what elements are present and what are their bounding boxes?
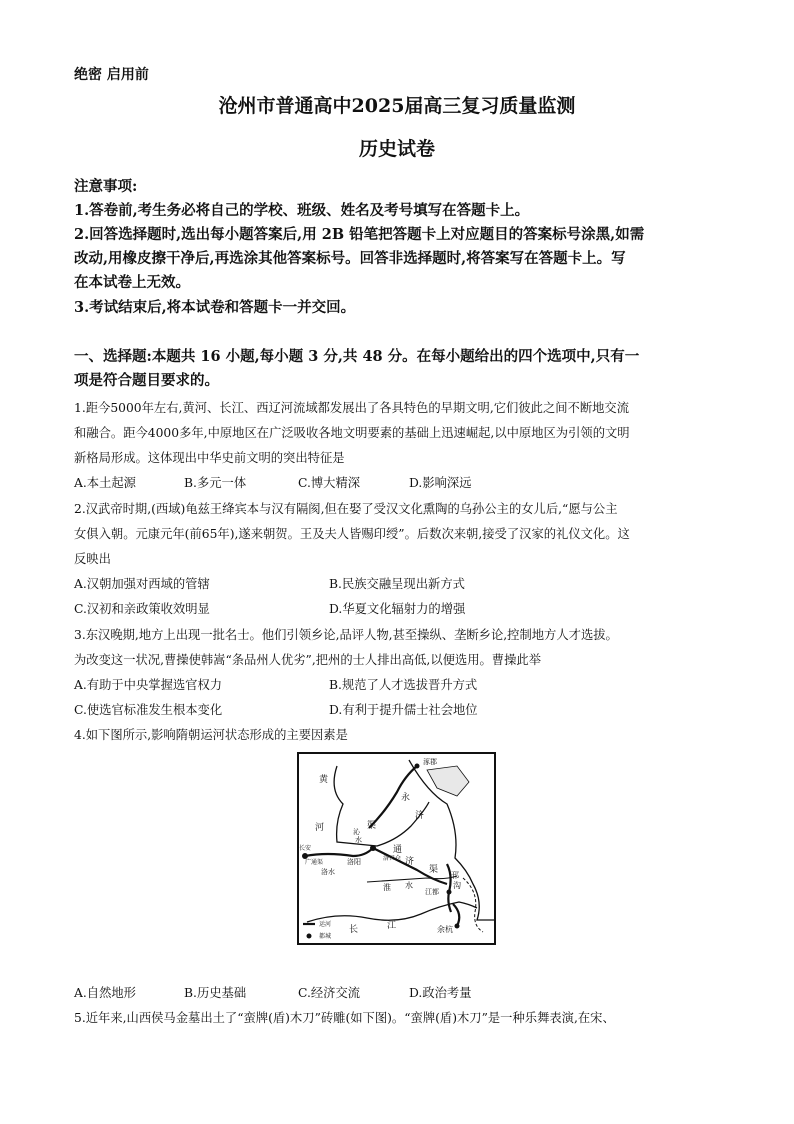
q3-option-c: C.使选官标准发生根本变化 xyxy=(74,703,223,717)
q1-option-b: B.多元一体 xyxy=(184,476,247,490)
map-label: 淮 xyxy=(383,883,391,892)
question-5-line: 5.近年来,山西侯马金墓出土了“蛮牌(盾)木刀”砖雕(如下图)。“蛮牌(盾)木刀”是一种乐舞表演,在宋、 xyxy=(74,1011,615,1025)
section-heading: 一、选择题:本题共 16 小题,每小题 3 分,共 48 分。在每小题给出的四个选项中,只有一 xyxy=(74,348,640,365)
exam-subtitle: 历史试卷 xyxy=(358,138,435,160)
yuhang-dot xyxy=(455,924,460,929)
legend-capital-dot xyxy=(307,934,312,939)
map-label: 渠 xyxy=(429,865,439,875)
map-label: 都城 xyxy=(319,933,332,940)
map-label: 长 xyxy=(349,925,359,935)
question-1-line: 新格局形成。这体现出中华史前文明的突出特征是 xyxy=(74,451,345,465)
question-3-line: 3.东汉晚期,地方上出现一批名士。他们引领乡论,品评人物,甚至操纵、垄断乡论,控制地方人才选拔。 xyxy=(74,628,618,642)
q2-option-c: C.汉初和亲政策收效明显 xyxy=(74,602,210,616)
sui-canal-map xyxy=(297,752,496,945)
question-2-line: 2.汉武帝时期,(西域)龟兹王绛宾本与汉有隔阂,但在娶了受汉文化熏陶的乌孙公主的女儿后,“愿与公主 xyxy=(74,502,618,516)
q2-option-b: B.民族交融呈现出新方式 xyxy=(329,577,465,591)
question-2-line: 反映出 xyxy=(74,552,111,566)
question-1-line: 1.距今5000年左右,黄河、长江、西辽河流域都发展出了各具特色的早期文明,它们彼此之间不断地交流 xyxy=(74,401,630,415)
jiangdu-dot xyxy=(447,890,452,895)
q4-option-b: B.历史基础 xyxy=(184,986,247,1000)
map-label: 余杭 xyxy=(437,925,453,934)
q3-option-a: A.有助于中央掌握选官权力 xyxy=(74,678,223,692)
map-label: 运河 xyxy=(319,921,332,928)
map-label: 洛水 xyxy=(321,868,335,876)
q2-option-a: A.汉朝加强对西域的管辖 xyxy=(74,577,210,591)
secret-label: 绝密 启用前 xyxy=(74,67,149,83)
notes-heading: 注意事项: xyxy=(74,178,138,195)
map-label: 永 xyxy=(401,793,411,803)
map-label: 江都 xyxy=(425,888,439,896)
map-label: 水 xyxy=(355,836,362,844)
q1-option-d: D.影响深远 xyxy=(409,476,472,490)
map-label: 济 xyxy=(405,857,415,867)
map-label: 洛口仓 xyxy=(383,855,402,862)
section-heading-cont: 项是符合题目要求的。 xyxy=(74,372,219,389)
map-label: 沁 xyxy=(353,828,360,836)
map-label: 渠 xyxy=(367,821,377,831)
q2-option-d: D.华夏文化辐射力的增强 xyxy=(329,602,466,616)
zhuojun-dot xyxy=(415,764,420,769)
map-label: 长安 xyxy=(299,845,312,852)
question-1-line: 和融合。距今4000多年,中原地区在广泛吸收各地文明要素的基础上迅速崛起,以中原地区为引领的文明 xyxy=(74,426,630,440)
q4-option-a: A.自然地形 xyxy=(74,986,136,1000)
note-line: 3.考试结束后,将本试卷和答题卡一并交回。 xyxy=(74,299,356,316)
map-label: 涿郡 xyxy=(423,758,437,766)
q1-option-c: C.博大精深 xyxy=(298,476,361,490)
note-line: 2.回答选择题时,选出每小题答案后,用 2B 铅笔把答题卡上对应题目的答案标号涂黑,如需 xyxy=(74,226,645,243)
map-label: 沟 xyxy=(453,881,461,890)
map-label: 洛阳 xyxy=(347,858,361,866)
map-label: 水 xyxy=(405,881,413,890)
map-label: 邗 xyxy=(451,871,459,880)
q3-option-b: B.规范了人才选拔晋升方式 xyxy=(329,678,478,692)
map-label: 济 xyxy=(415,811,425,821)
q4-option-d: D.政治考量 xyxy=(409,986,472,1000)
map-label: 江 xyxy=(387,921,397,931)
question-3-line: 为改变这一状况,曹操使韩嵩“条品州人优劣”,把州的士人排出高低,以便选用。曹操此举 xyxy=(74,653,541,667)
note-line: 1.答卷前,考生务必将自己的学校、班级、姓名及考号填写在答题卡上。 xyxy=(74,202,530,219)
exam-title: 沧州市普通高中2025届高三复习质量监测 xyxy=(218,95,576,117)
q1-option-a: A.本土起源 xyxy=(74,476,136,490)
luoyang-dot xyxy=(370,845,376,851)
question-4-line: 4.如下图所示,影响隋朝运河状态形成的主要因素是 xyxy=(74,728,348,742)
question-2-line: 女俱入朝。元康元年(前65年),遂来朝贺。王及夫人皆赐印绶”。后数次来朝,接受了汉家的礼仪文化。这 xyxy=(74,527,630,541)
q4-option-c: C.经济交流 xyxy=(298,986,361,1000)
map-label: 通 xyxy=(393,845,403,855)
map-label: 黄 xyxy=(319,775,329,785)
note-line: 在本试卷上无效。 xyxy=(74,274,190,291)
note-line: 改动,用橡皮擦干净后,再选涂其他答案标号。回答非选择题时,将答案写在答题卡上。写 xyxy=(74,250,626,267)
map-label: 广通渠 xyxy=(305,859,324,866)
map-label: 河 xyxy=(315,823,325,833)
q3-option-d: D.有利于提升儒士社会地位 xyxy=(329,703,478,717)
